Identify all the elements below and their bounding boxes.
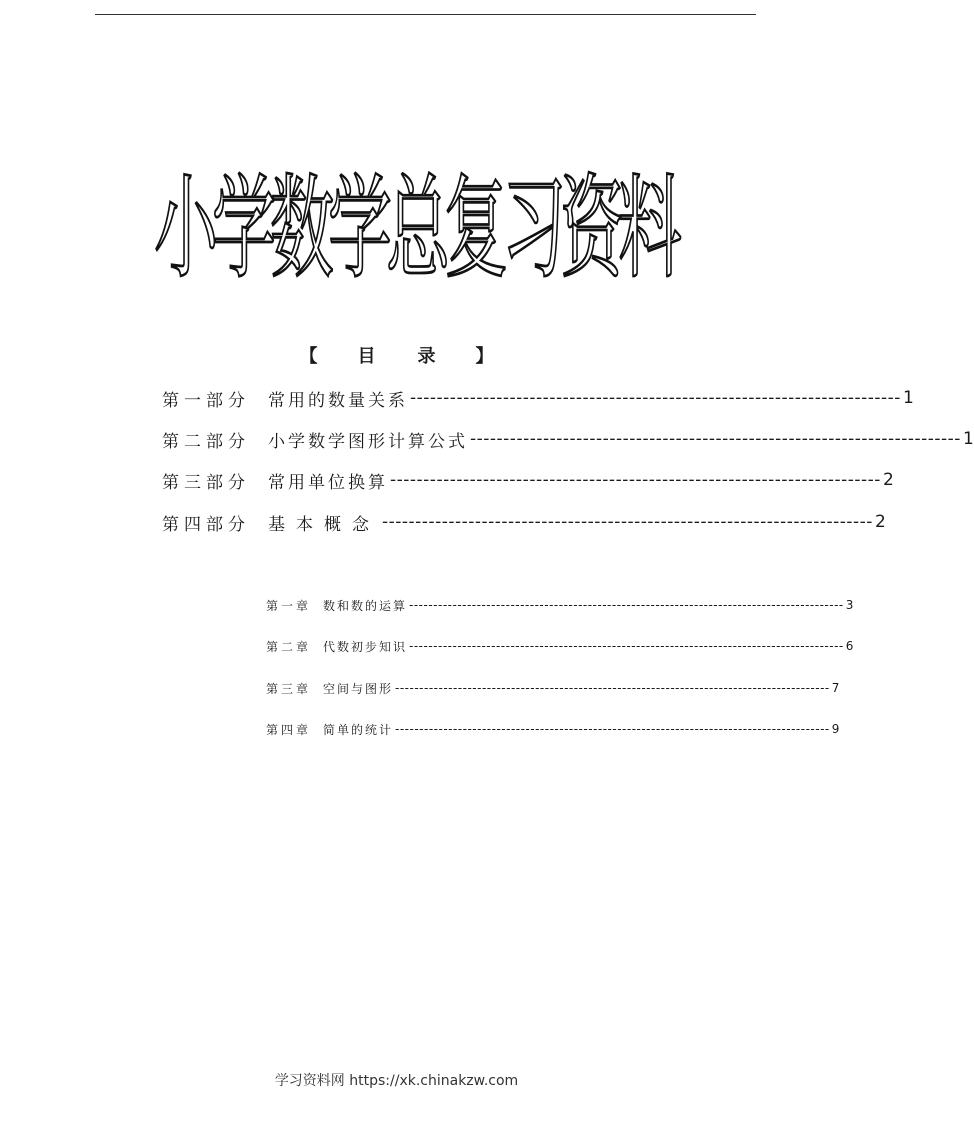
toc-chapter-entry[interactable] bbox=[266, 678, 840, 698]
toc-chapter-label: 空间与图形 bbox=[323, 681, 394, 696]
toc-part-number: 第一部分 bbox=[162, 390, 250, 411]
footer-text: 学习资料网 https://xk.chinakzw.com bbox=[274, 1073, 519, 1089]
toc-chapter-page: 9 bbox=[831, 722, 840, 736]
toc-heading-char-2: 录 bbox=[417, 346, 436, 367]
toc-chapter-label: 代数初步知识 bbox=[323, 639, 408, 654]
toc-heading-close-bracket: 】 bbox=[475, 346, 494, 367]
footer-watermark bbox=[0, 1070, 793, 1090]
toc-part-page: 1 bbox=[902, 388, 914, 408]
toc-part-entry[interactable] bbox=[162, 466, 894, 494]
toc-chapter-label: 数和数的运算 bbox=[323, 598, 408, 613]
toc-part-page: 1 bbox=[962, 429, 974, 449]
header-rule bbox=[95, 14, 756, 15]
toc-chapter-entry[interactable] bbox=[266, 636, 854, 656]
document-title-text: 小学数学总复习资料 bbox=[154, 165, 676, 295]
toc-part-number: 第二部分 bbox=[162, 431, 250, 452]
toc-leader: -------------------------------------------------------------------------- bbox=[382, 512, 873, 532]
toc-heading-open-bracket: 【 bbox=[299, 346, 318, 367]
toc-chapter-entry[interactable] bbox=[266, 595, 854, 615]
toc-part-page: 2 bbox=[882, 470, 894, 490]
toc-part-entry[interactable] bbox=[162, 384, 914, 412]
toc-leader: ------------------------------------------------------------------------------------------ bbox=[395, 681, 830, 695]
toc-chapter-page: 7 bbox=[831, 681, 840, 695]
toc-leader: -------------------------------------------------------------------------- bbox=[390, 470, 881, 490]
toc-part-label: 小学数学图形计算公式 bbox=[268, 431, 468, 452]
toc-chapter-label: 简单的统计 bbox=[323, 722, 394, 737]
toc-chapter-number: 第三章 bbox=[266, 681, 312, 696]
toc-leader: -------------------------------------------------------------------------- bbox=[410, 388, 901, 408]
toc-part-label: 常用的数量关系 bbox=[268, 390, 408, 411]
toc-chapter-number: 第二章 bbox=[266, 639, 312, 654]
toc-chapter-page: 6 bbox=[845, 639, 854, 653]
toc-heading-char-1: 目 bbox=[357, 346, 376, 367]
toc-leader: ------------------------------------------------------------------------------------------ bbox=[409, 598, 844, 612]
toc-leader: ------------------------------------------------------------------------------------------ bbox=[395, 722, 830, 736]
toc-leader: -------------------------------------------------------------------------- bbox=[470, 429, 961, 449]
toc-part-entry[interactable] bbox=[162, 508, 886, 536]
toc-part-number: 第四部分 bbox=[162, 514, 250, 535]
toc-heading bbox=[0, 342, 793, 368]
toc-chapter-page: 3 bbox=[845, 598, 854, 612]
toc-part-label: 常用单位换算 bbox=[268, 472, 388, 493]
toc-part-page: 2 bbox=[874, 512, 886, 532]
toc-chapter-number: 第一章 bbox=[266, 598, 312, 613]
toc-chapter-entry[interactable] bbox=[266, 719, 840, 739]
toc-chapter-number: 第四章 bbox=[266, 722, 312, 737]
toc-part-label: 基本概念 bbox=[268, 514, 380, 535]
toc-part-entry[interactable] bbox=[162, 425, 974, 453]
toc-leader: ------------------------------------------------------------------------------------------ bbox=[409, 639, 844, 653]
document-title bbox=[150, 150, 680, 310]
toc-part-number: 第三部分 bbox=[162, 472, 250, 493]
